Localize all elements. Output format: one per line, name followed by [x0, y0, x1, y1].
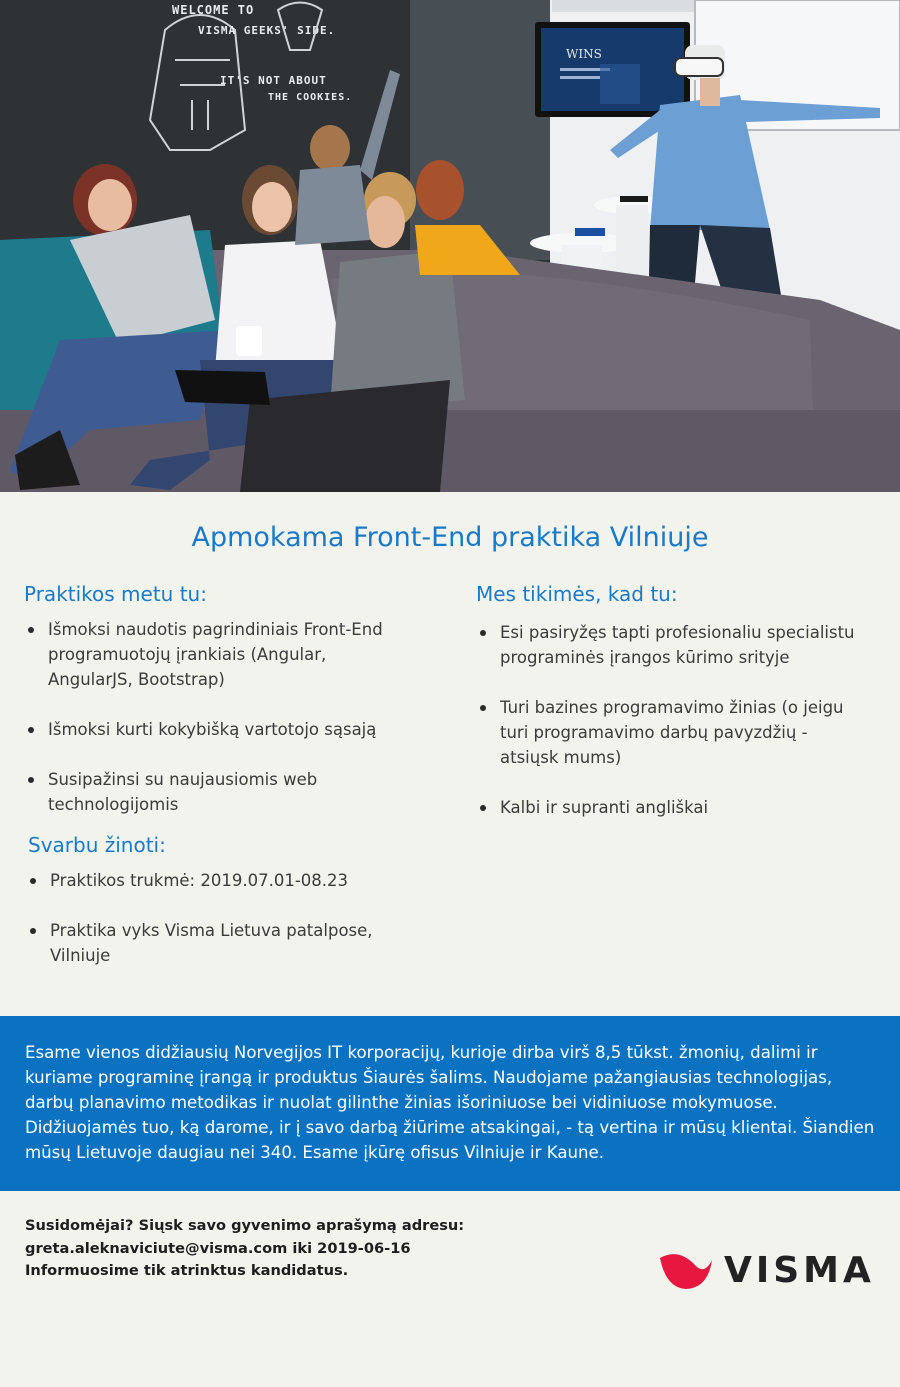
right-column-heading: Mes tikimės, kad tu:: [476, 582, 678, 606]
contact-email-line[interactable]: greta.aleknaviciute@visma.com iki 2019-06-16: [25, 1239, 411, 1257]
left-bullet-list: [24, 617, 394, 842]
chalk-text-3: IT'S NOT ABOUT: [220, 74, 327, 87]
list-item: Išmoksi kurti kokybišką vartotojo sąsają: [24, 717, 394, 742]
right-bullet-list: [476, 620, 866, 845]
visma-swoosh-icon: [660, 1254, 712, 1289]
contact-block: [25, 1215, 585, 1283]
list-item: Susipažinsi su naujausiomis web technologijomis: [24, 767, 394, 817]
visma-logo-text: VISMA: [724, 1250, 875, 1291]
left-column-heading: Praktikos metu tu:: [24, 582, 207, 606]
contact-line-3: Informuosime tik atrinktus kandidatus.: [25, 1262, 349, 1279]
list-item: Išmoksi naudotis pagrindiniais Front-End programuotojų įrankiais (Angular, AngularJS, Bootstrap): [24, 617, 394, 692]
hero-photo: [0, 0, 900, 492]
chalk-text-4: THE COOKIES.: [268, 92, 353, 103]
contact-line-1: Susidomėjai? Siųsk savo gyvenimo aprašymą adresu:: [25, 1217, 465, 1234]
page-title: Apmokama Front-End praktika Vilniuje: [191, 522, 709, 553]
list-item: Praktika vyks Visma Lietuva patalpose, Vilniuje: [26, 918, 396, 968]
list-item: Praktikos trukmė: 2019.07.01-08.23: [26, 868, 396, 893]
company-description-text: Esame vienos didžiausių Norvegijos IT korporacijų, kurioje dirba virš 8,5 tūkst. žmonių, dalimi ir kuriame programinę įrangą ir produktus Šiaurės šalims. Naudojame pažangiausias technologijas, darbų planavimo metodikas ir nuolat gilinthe žinias išoriniuose bei vidiniuose mokymuose. Didžiuojamės tuo, ką darome, ir į savo darbą žiūrime atsakingai, - tą vertina ir mūsų klientai. Šiandien mūsų Lietuvoje daugiau nei 340. Esame įkūrę ofisus Vilniuje ir Kaune.: [25, 1043, 875, 1162]
tv-text: WINS: [566, 47, 602, 61]
chalk-text-1: WELCOME TO: [172, 3, 255, 17]
list-item: Esi pasiryžęs tapti profesionaliu specialistu programinės įrangos kūrimo srityje: [476, 620, 866, 670]
company-description-band: [0, 1016, 900, 1191]
list-item: Turi bazines programavimo žinias (o jeigu turi programavimo darbų pavyzdžių - atsiųsk mums): [476, 695, 866, 770]
list-item: Kalbi ir supranti angliškai: [476, 795, 866, 820]
important-bullet-list: [26, 868, 396, 993]
chalk-text-2: VISMA GEEKS' SIDE.: [198, 24, 336, 37]
important-heading: Svarbu žinoti:: [28, 833, 166, 857]
